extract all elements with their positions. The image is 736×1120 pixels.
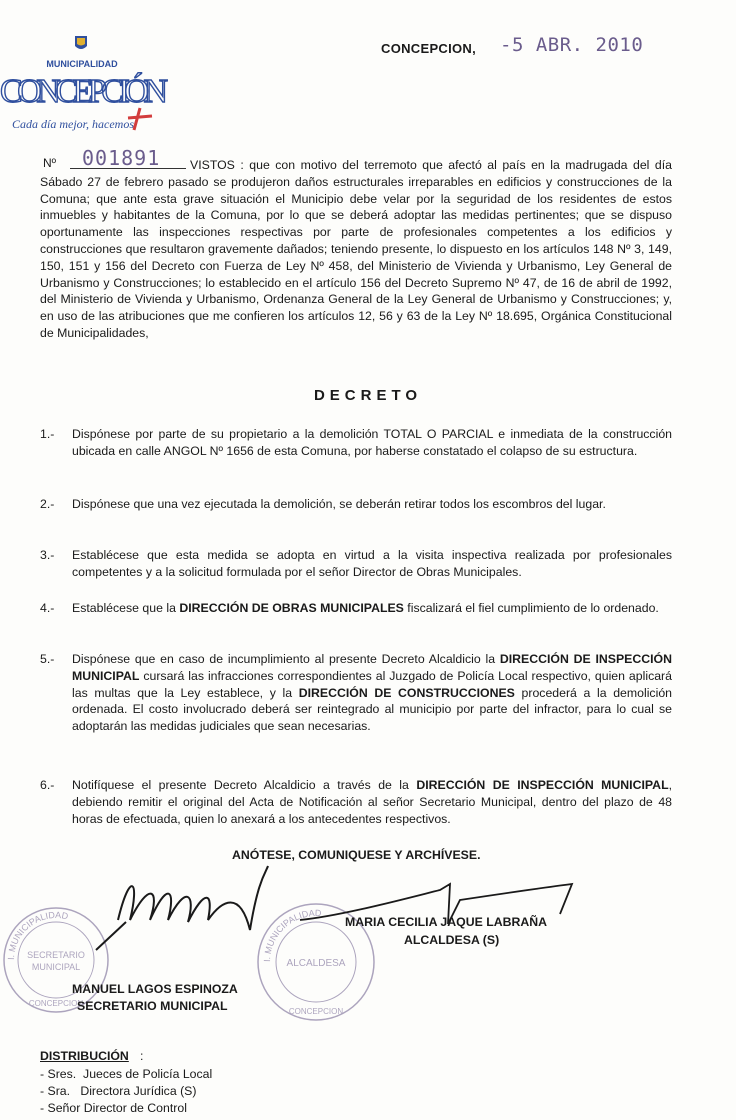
- item-text: Dispónese por parte de su propietario a la demolición TOTAL O PARCIAL e inmediata de la construcción ubicada en calle ANGOL Nº 1656 de esta Comuna, por haberse constatado el colapso de su estructura.: [72, 427, 672, 458]
- logo-top-text: MUNICIPALIDAD: [46, 59, 118, 69]
- item-text: Notifíquese el presente Decreto Alcaldicio a través de la DIRECCIÓN DE INSPECCIÓN MUNICIPAL, debiendo remitir el original del Acta de Notificación al señor Secretario Municipal, dentro del plazo de 48 horas de efectuada, quien lo anexará a los antecedentes respectivos.: [72, 778, 672, 826]
- city-label: CONCEPCION,: [381, 41, 477, 56]
- item-text: Dispónese que una vez ejecutada la demolición, se deberán retirar todos los escombros del lugar.: [72, 497, 606, 511]
- municipality-logo: [0, 34, 176, 138]
- stamp-ring-text: I. MUNICIPALIDAD: [5, 909, 70, 961]
- decree-item: [40, 651, 672, 735]
- item-number: 6.-: [40, 778, 55, 792]
- closing-formula: ANÓTESE, COMUNIQUESE Y ARCHÍVESE.: [232, 848, 481, 862]
- distribution-colon: :: [140, 1049, 144, 1063]
- distribution-item: - Señor Director de Control: [40, 1101, 187, 1115]
- distribution-list: [40, 1066, 212, 1117]
- item-number: 3.-: [40, 548, 55, 562]
- decree-item: [40, 426, 672, 460]
- stamp-bottom-text: CONCEPCION: [28, 999, 84, 1008]
- secretario-role: SECRETARIO MUNICIPAL: [77, 999, 228, 1013]
- coat-of-arms-icon: [75, 36, 87, 49]
- decree-number-label: Nº: [43, 156, 57, 170]
- alcaldesa-role: ALCALDESA (S): [404, 933, 500, 947]
- stamp-bottom-text: CONCEPCION: [288, 1007, 344, 1016]
- stamp-center-text: SECRETARIO: [27, 950, 85, 960]
- decree-item: [40, 777, 672, 827]
- secretario-signature: [96, 866, 268, 950]
- alcaldesa-name: MARIA CECILIA JAQUE LABRAÑA: [345, 915, 547, 929]
- item-text: Establécese que esta medida se adopta en virtud a la visita inspectiva realizada por profesionales competentes y a la solicitud formulada por el señor Director de Obras Municipales.: [72, 548, 672, 579]
- decree-item: [40, 496, 672, 513]
- decreto-title: DECRETO: [313, 387, 423, 404]
- distribution-title: DISTRIBUCIÓN: [40, 1049, 129, 1063]
- logo-name-text: CONCEPCIÓN: [0, 73, 168, 110]
- item-number: 1.-: [40, 427, 55, 441]
- svg-text:I. MUNICIPALIDAD: [262, 908, 322, 962]
- item-text: Establécese que la DIRECCIÓN DE OBRAS MUNICIPALES fiscalizará el fiel cumplimiento de lo ordenado.: [72, 601, 659, 615]
- stamp-center-text: ALCALDESA: [286, 958, 346, 969]
- distribution-item: - Sres. Jueces de Policía Local: [40, 1067, 213, 1081]
- item-text: Dispónese que en caso de incumplimiento al presente Decreto Alcaldicio la DIRECCIÓN DE INSPECCIÓN MUNICIPAL cursará las infracciones correspondientes al Juzgado de Policía Local respectivo, quien aplicará las multas que la Ley establece, y la DIRECCIÓN DE CONSTRUCCIONES procederá a la demolición ordenada. El costo involucrado deberá ser reintegrado al municipio por parte del infractor, para lo cual se adoptarán las medidas judiciales que sean necesarias.: [72, 652, 672, 734]
- decree-item: [40, 600, 672, 617]
- date-stamp: -5 ABR. 2010: [500, 34, 644, 56]
- decree-item: [40, 547, 672, 581]
- item-number: 4.-: [40, 601, 55, 615]
- secretario-stamp: [4, 908, 108, 1012]
- decree-number: 001891: [82, 146, 161, 170]
- stamp-center-text: MUNICIPAL: [31, 962, 81, 972]
- stamp-ring-text: I. MUNICIPALIDAD: [261, 907, 322, 963]
- secretario-name: MANUEL LAGOS ESPINOZA: [72, 982, 238, 996]
- logo-slogan-text: Cada día mejor, hacemos: [12, 117, 134, 131]
- vistos-paragraph: VISTOS : que con motivo del terremoto que afectó al país en la madrugada del día Sábado 27 de febrero pasado se produjeron daños estructurales irreparables en edificios y construcciones de la Comuna; que ante esta grave situación el Municipio debe velar por la seguridad de los residentes de estos inmuebles y habitantes de la Comuna, por lo que se deberá adoptar las medidas pertinentes; que se dispuso oportunamente las inspecciones respectivas por parte de profesionales competentes a los edificios y construcciones que resultaron gravemente dañados; teniendo presente, lo dispuesto en los artículos 148 Nº 3, 149, 150, 151 y 156 del Decreto con Fuerza de Ley Nº 458, del Ministerio de Vivienda y Urbanismo, Ley General de Urbanismo y Construcciones; lo establecido en el artículo 156 del Decreto Supremo Nº 47, de 16 de abril de 1992, del Ministerio de Vivienda y Urbanismo, Ordenanza General de la Ley General de Urbanismo y Construcciones; y, en uso de las atribuciones que me confieren los artículos 12, 56 y 63 de la Ley Nº 18.695, Orgánica Constitucional de Municipalidades,: [40, 158, 672, 340]
- distribution-item: - Sra. Directora Jurídica (S): [40, 1084, 197, 1098]
- item-number: 5.-: [40, 652, 55, 666]
- item-number: 2.-: [40, 497, 55, 511]
